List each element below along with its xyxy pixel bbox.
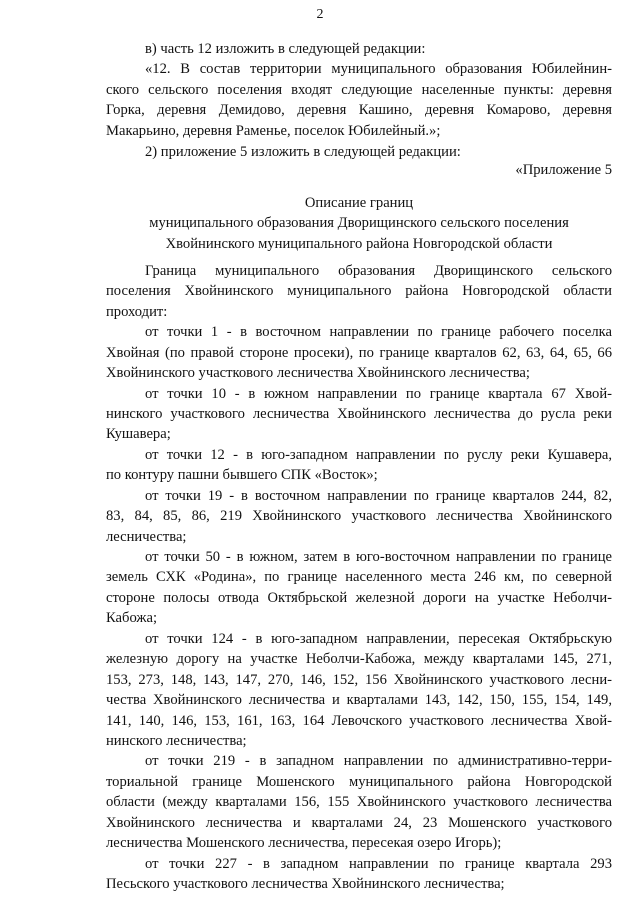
text-line: от точки 219 - в западном направлении по административно-терри- xyxy=(145,753,612,769)
text-line: по контуру пашни бывшего СПК «Восток»; xyxy=(106,467,378,483)
text-line: железную дорогу на участке Неболчи-Кабожа, между кварталами 145, 271, xyxy=(106,651,612,667)
text-line: от точки 50 - в южном, затем в юго-восточном направлении по границе xyxy=(145,549,612,565)
text-line: от точки 10 - в южном направлении по границе квартала 67 Хвой- xyxy=(145,386,612,402)
text-line: 153, 273, 148, 143, 147, 270, 146, 152, 156 Хвойнинского участкового лесни- xyxy=(106,672,612,688)
text-line: Граница муниципального образования Дворищинского сельского xyxy=(145,263,612,279)
text-line: лесничества; xyxy=(106,529,187,545)
text-line: муниципального образования Дворищинского сельского поселения xyxy=(149,215,569,231)
text-line: 2) приложение 5 изложить в следующей редакции: xyxy=(145,144,461,160)
text-line: Хвойная (по правой стороне просеки), по границе кварталов 62, 63, 64, 65, 66 xyxy=(106,345,612,361)
text-line: стороне полосы отвода Октябрьской железной дороги на участке Неболчи- xyxy=(106,590,612,606)
text-line: поселения Хвойнинского муниципального района Новгородской области xyxy=(106,283,612,299)
text-line: от точки 19 - в восточном направлении по границе кварталов 244, 82, xyxy=(145,488,612,504)
text-line: лесничества Мошенского лесничества, пересекая озеро Игорь); xyxy=(106,835,502,851)
text-line: Макарьино, деревня Раменье, поселок Юбилейный.»; xyxy=(106,123,441,139)
text-line: «12. В состав территории муниципального образования Юбилейнин- xyxy=(145,61,612,77)
text-line: области (между кварталами 156, 155 Хвойнинского участкового лесничества xyxy=(106,794,612,810)
text-line: в) часть 12 изложить в следующей редакции: xyxy=(145,41,426,57)
text-line: Кабожа; xyxy=(106,610,157,626)
text-line: «Приложение 5 xyxy=(515,162,612,178)
text-line: Хвойнинского участкового лесничества Хвойнинского лесничества; xyxy=(106,365,530,381)
page-number: 2 xyxy=(316,7,324,22)
text-line: Кушавера; xyxy=(106,426,171,442)
text-line: земель СХК «Родина», по границе населенного места 246 км, по северной xyxy=(106,569,612,585)
text-line: Хвойнинского лесничества и кварталами 24, 23 Мошенского участкового xyxy=(106,815,612,831)
text-line: от точки 227 - в западном направлении по границе квартала 293 xyxy=(145,856,612,872)
text-line: от точки 12 - в юго-западном направлении по руслу реки Кушавера, xyxy=(145,447,612,463)
text-line: Песьского участкового лесничества Хвойнинского лесничества; xyxy=(106,876,505,892)
text-line: Хвойнинского муниципального района Новгородской области xyxy=(165,236,553,252)
text-line: от точки 124 - в юго-западном направлении, пересекая Октябрьскую xyxy=(145,631,612,647)
text-line: Описание границ xyxy=(304,195,414,211)
text-line: нинского лесничества; xyxy=(106,733,247,749)
text-line: 141, 140, 146, 153, 161, 163, 164 Левочского участкового лесничества Хвой- xyxy=(106,713,612,729)
text-line: нинского участкового лесничества Хвойнинского лесничества до русла реки xyxy=(106,406,612,422)
text-line: 83, 84, 85, 86, 219 Хвойнинского участкового лесничества Хвойнинского xyxy=(106,508,612,524)
text-line: чества Хвойнинского лесничества и кварталами 143, 142, 150, 155, 154, 149, xyxy=(106,692,612,708)
text-line: ториальной границе Мошенского муниципального района Новгородской xyxy=(106,774,612,790)
text-line: от точки 1 - в восточном направлении по границе рабочего поселка xyxy=(145,324,612,340)
text-line: ского сельского поселения входят следующие населенные пункты: деревня xyxy=(106,82,612,98)
text-line: Горка, деревня Демидово, деревня Кашино, деревня Комарово, деревня xyxy=(106,102,612,118)
text-line: проходит: xyxy=(106,304,168,320)
